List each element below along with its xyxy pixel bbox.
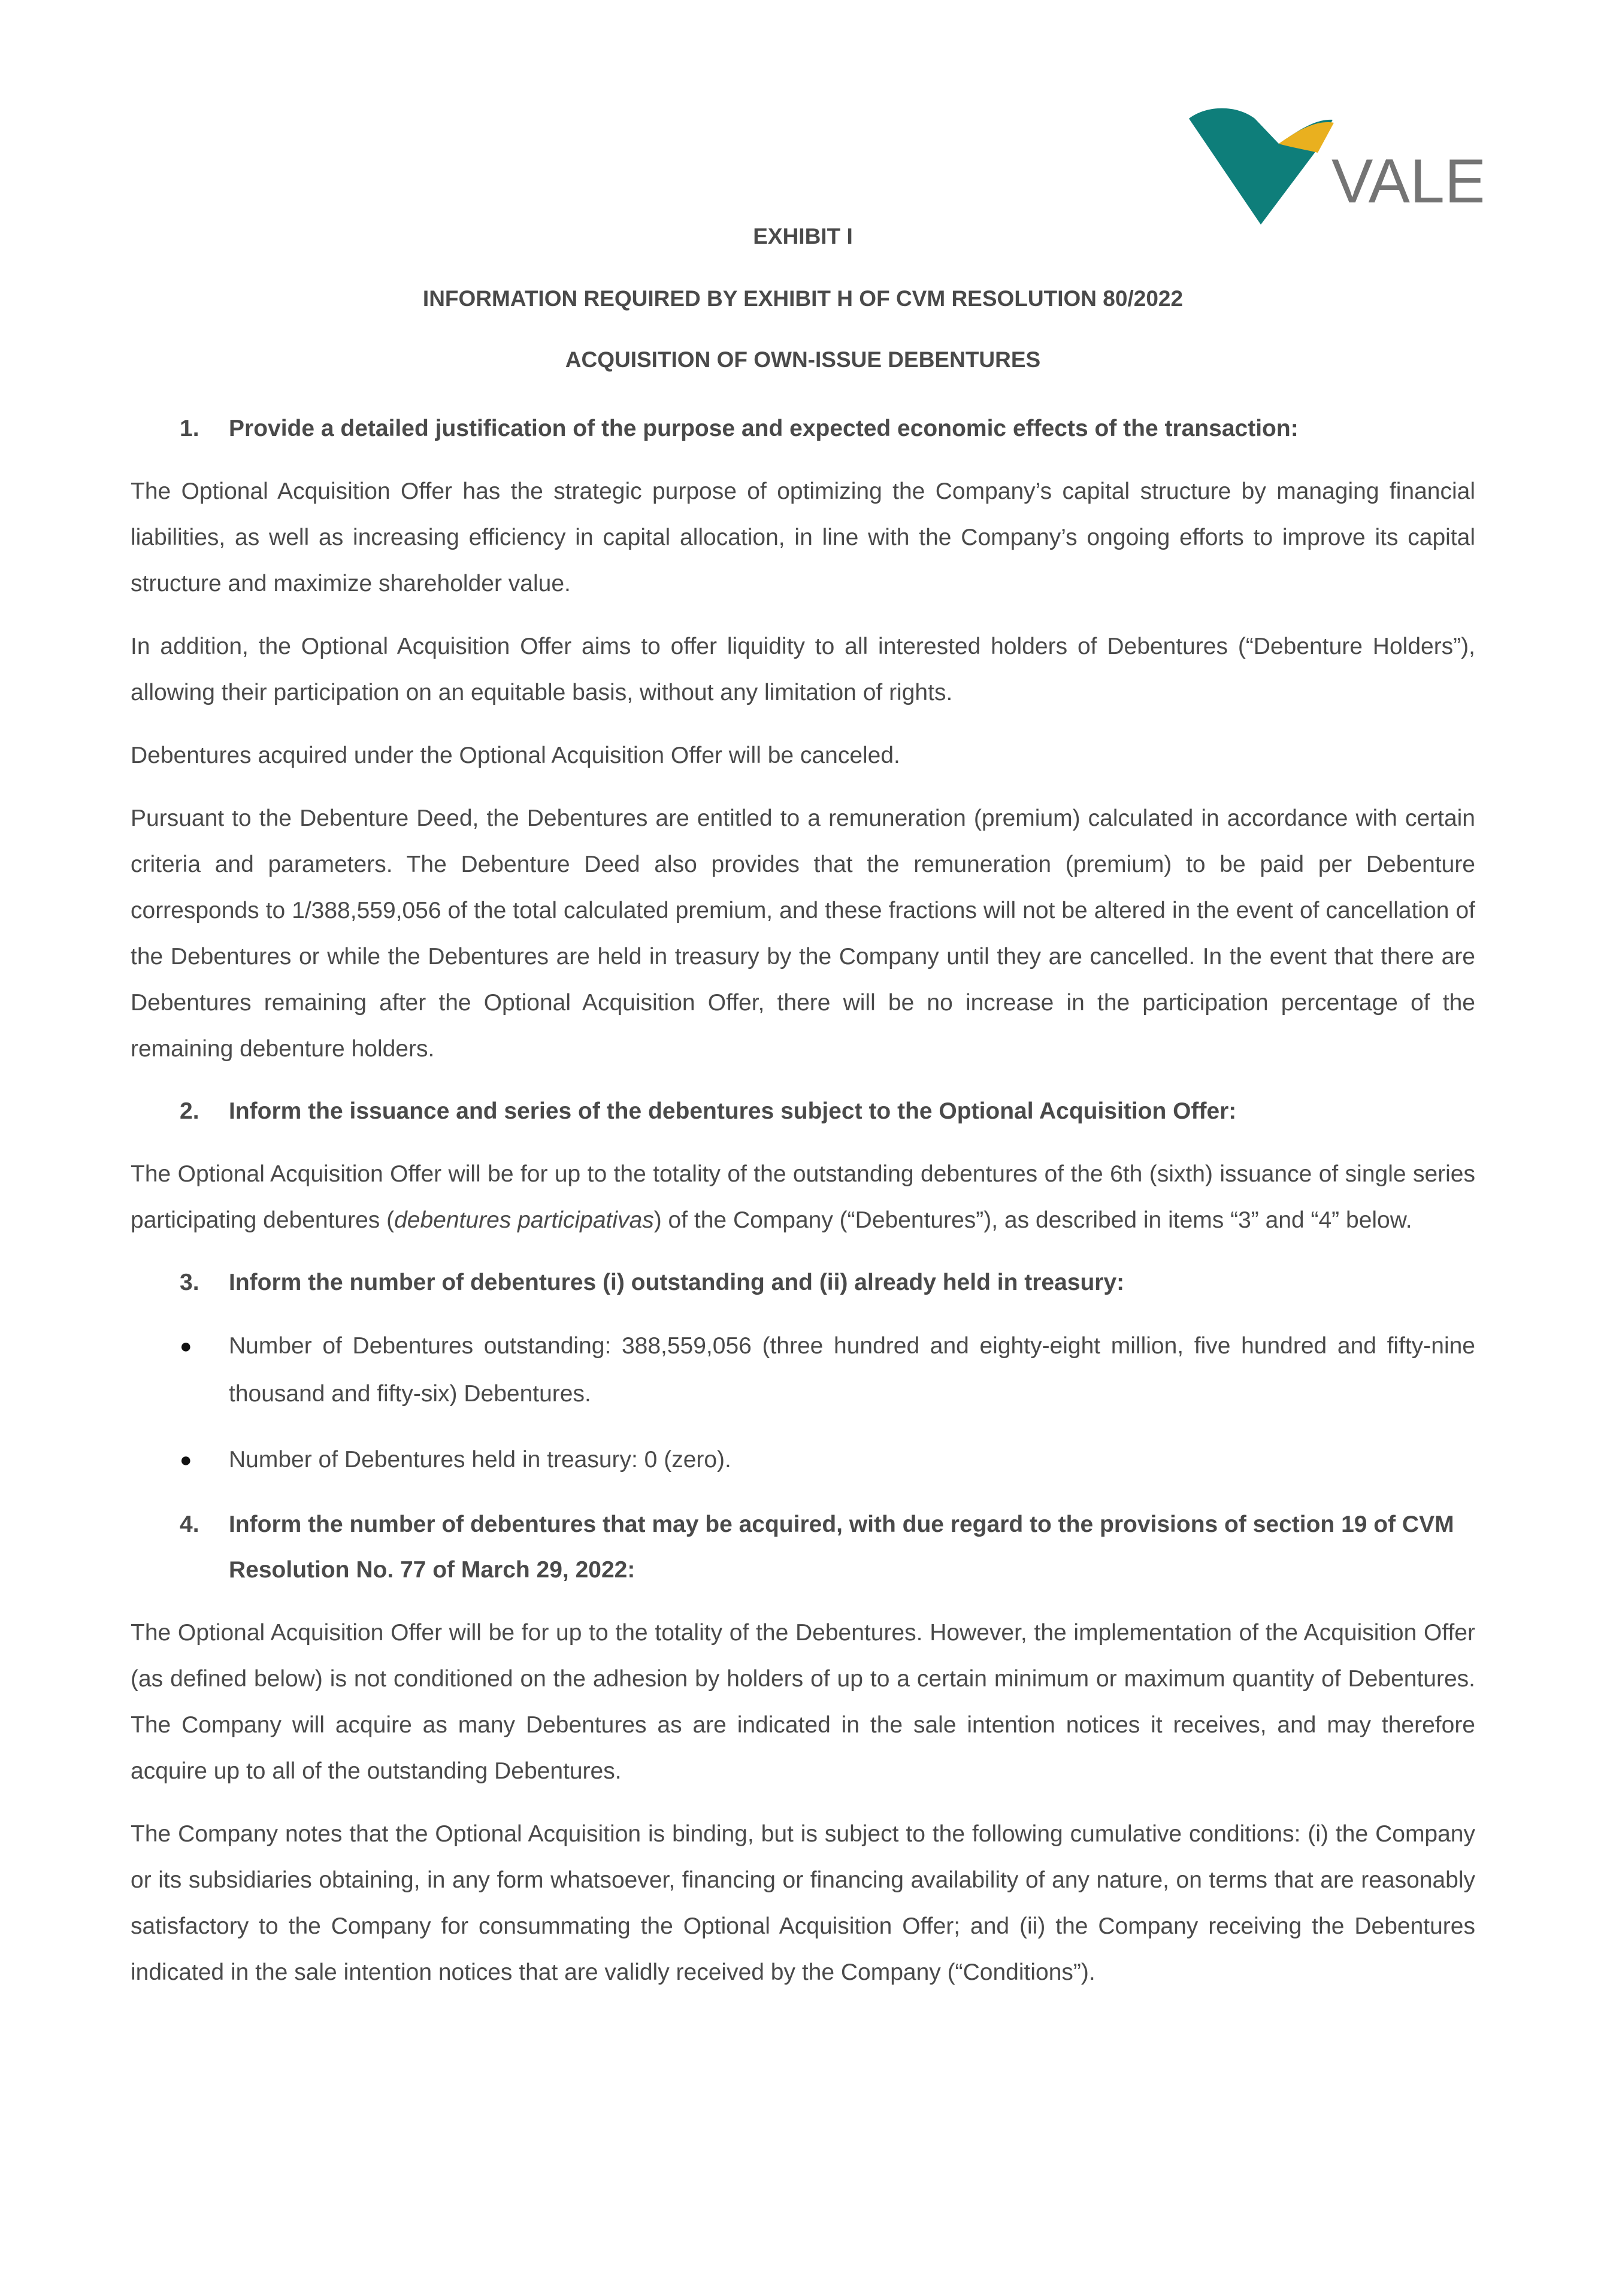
- bullet-icon: ●: [180, 1449, 192, 1471]
- paragraph-text: ) of the Company (“Debentures”), as described in items “3” and “4” below.: [653, 1207, 1412, 1233]
- vale-logo: [1171, 102, 1482, 228]
- list-item: [180, 1322, 1475, 1418]
- section-heading-text: Inform the issuance and series of the debentures subject to the Optional Acquisition Offer:: [229, 1098, 1237, 1124]
- list-item: [180, 1436, 1475, 1484]
- document-topic: ACQUISITION OF OWN-ISSUE DEBENTURES: [565, 347, 1041, 372]
- document-subtitle: INFORMATION REQUIRED BY EXHIBIT H OF CVM RESOLUTION 80/2022: [422, 286, 1184, 311]
- section-number: 1.: [180, 416, 199, 441]
- bullet-icon: ●: [180, 1335, 192, 1358]
- section-3-heading: [180, 1260, 1475, 1305]
- list-item-text: Number of Debentures held in treasury: 0 (zero).: [229, 1447, 731, 1473]
- paragraph: The Company notes that the Optional Acquisition is binding, but is subject to the following cumulative conditions: (i) the Company or its subsidiaries obtaining, in any form whatsoever, financing or financing availability of any nature, on terms that are reasonably satisfactory to the Company for consummating the Optional Acquisition Offer; and (ii) the Company receiving the Debentures indicated in the sale intention notices that are validly received by the Company (“Conditions”).: [131, 1821, 1475, 1985]
- section-number: 4.: [180, 1512, 199, 1537]
- paragraph: [131, 1151, 1475, 1243]
- vale-logo-icon: [1171, 102, 1482, 228]
- section-4-heading: [180, 1502, 1475, 1593]
- list-item-text: Number of Debentures outstanding: 388,559,056 (three hundred and eighty-eight million, five hundred and fifty-nine thousand and fifty-six) Debentures.: [229, 1333, 1475, 1407]
- paragraph: Debentures acquired under the Optional Acquisition Offer will be canceled.: [131, 743, 900, 768]
- paragraph: The Optional Acquisition Offer will be for up to the totality of the Debentures. However, the implementation of the Acquisition Offer (as defined below) is not conditioned on the adhesion by holders of up to a certain minimum or maximum quantity of Debentures. The Company will acquire as many Debentures as are indicated in the sale intention notices it receives, and may therefore acquire up to all of the outstanding Debentures.: [131, 1620, 1475, 1784]
- bullet-list: [180, 1322, 1475, 1484]
- section-heading-text: Inform the number of debentures (i) outstanding and (ii) already held in treasury:: [229, 1270, 1125, 1295]
- section-heading-text: Inform the number of debentures that may be acquired, with due regard to the provisions of section 19 of CVM Resolution No. 77 of March 29, 2022:: [229, 1512, 1454, 1583]
- paragraph: Pursuant to the Debenture Deed, the Debentures are entitled to a remuneration (premium) calculated in accordance with certain criteria and parameters. The Debenture Deed also provides that the remuneration (premium) to be paid per Debenture corresponds to 1/388,559,056 of the total calculated premium, and these fractions will not be altered in the event of cancellation of the Debentures or while the Debentures are held in treasury by the Company until they are cancelled. In the event that there are Debentures remaining after the Optional Acquisition Offer, there will be no increase in the participation percentage of the remaining debenture holders.: [131, 805, 1475, 1062]
- section-number: 2.: [180, 1098, 199, 1124]
- section-number: 3.: [180, 1270, 199, 1295]
- section-2-heading: [180, 1089, 1475, 1134]
- section-1-heading: [180, 406, 1475, 452]
- paragraph-text: The Optional Acquisition Offer will be for up to the totality of the outstanding debentures of the 6th (sixth) issuance of single series participating debentures (: [131, 1161, 1475, 1233]
- exhibit-title: EXHIBIT I: [753, 224, 853, 249]
- paragraph: In addition, the Optional Acquisition Offer aims to offer liquidity to all interested holders of Debentures (“Debenture Holders”), allowing their participation on an equitable basis, without any limitation of rights.: [131, 634, 1475, 705]
- logo-wordmark: VALE: [1331, 147, 1482, 216]
- section-heading-text: Provide a detailed justification of the purpose and expected economic effects of the transaction:: [229, 416, 1299, 441]
- paragraph: The Optional Acquisition Offer has the strategic purpose of optimizing the Company’s capital structure by managing financial liabilities, as well as increasing efficiency in capital allocation, in line with the Company’s ongoing efforts to improve its capital structure and maximize shareholder value.: [131, 478, 1475, 596]
- document-page: [131, 222, 1475, 2012]
- italic-term: debentures participativas: [394, 1207, 654, 1233]
